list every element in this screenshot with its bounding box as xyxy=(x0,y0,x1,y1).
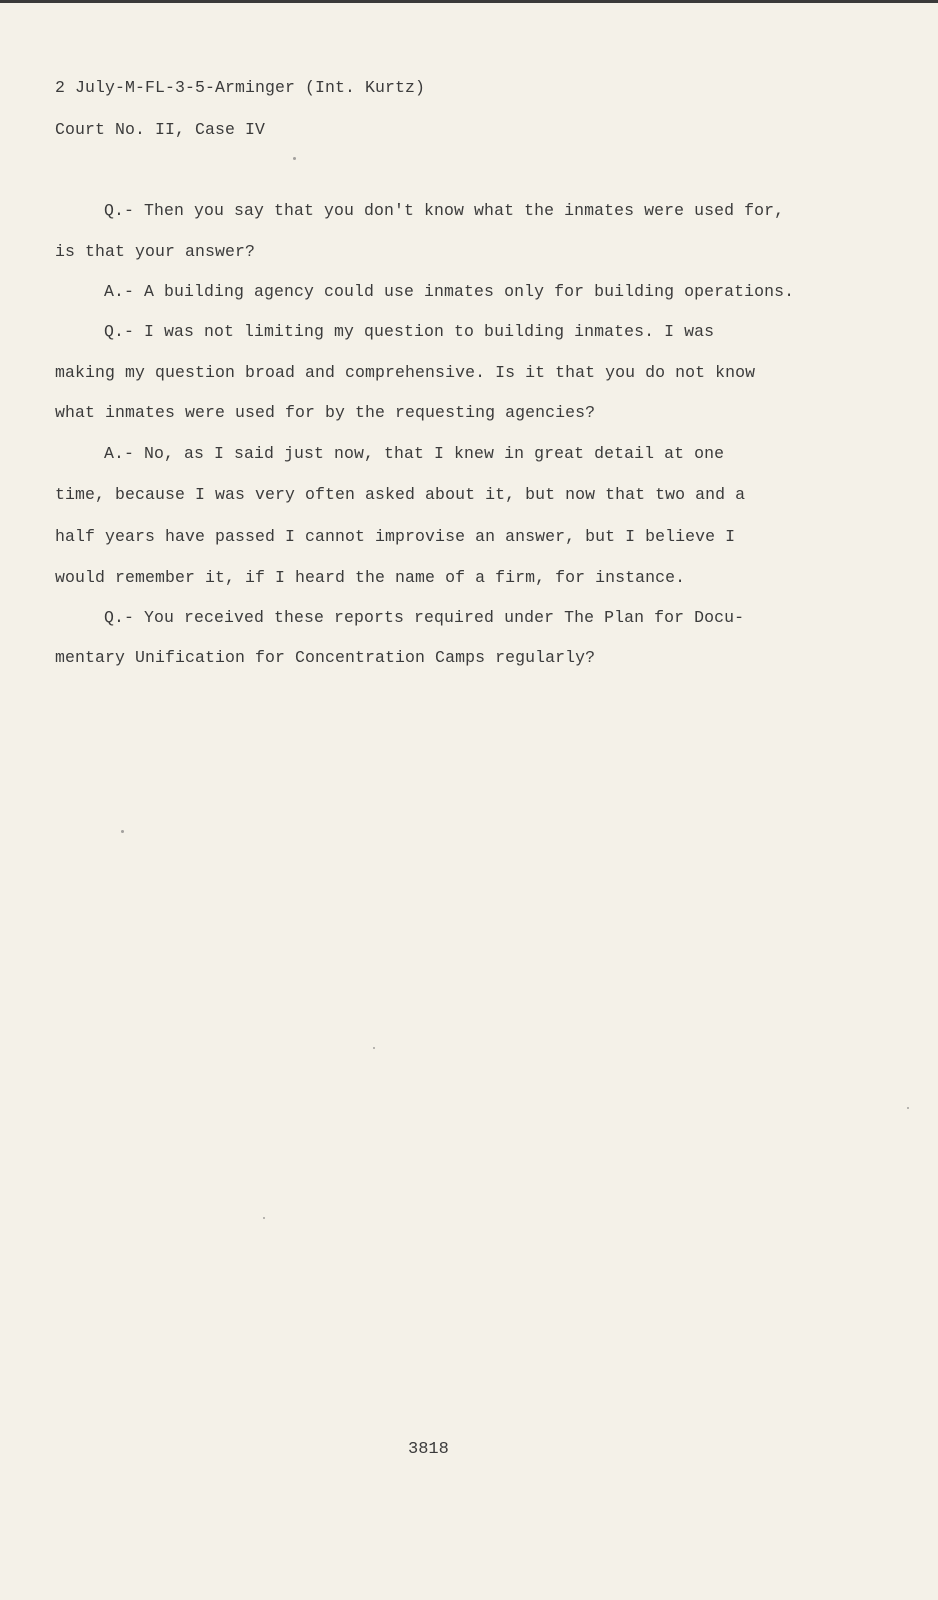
paper-speck xyxy=(907,1107,909,1109)
body-line-6: what inmates were used for by the requesting agencies? xyxy=(55,403,596,422)
paper-speck xyxy=(293,157,296,160)
body-line-12: mentary Unification for Concentration Camps regularly? xyxy=(55,648,596,667)
header-court-line: Court No. II, Case IV xyxy=(55,120,266,139)
header-session-line: 2 July-M-FL-3-5-Arminger (Int. Kurtz) xyxy=(55,78,426,97)
paper-speck xyxy=(373,1047,375,1049)
body-line-11: Q.- You received these reports required under The Plan for Docu- xyxy=(104,608,745,627)
body-line-5: making my question broad and comprehensive. Is it that you do not know xyxy=(55,363,756,382)
body-line-7: A.- No, as I said just now, that I knew in great detail at one xyxy=(104,444,725,463)
body-line-8: time, because I was very often asked about it, but now that two and a xyxy=(55,485,746,504)
body-line-3: A.- A building agency could use inmates only for building operations. xyxy=(104,282,795,301)
body-line-2: is that your answer? xyxy=(55,242,256,261)
body-line-1: Q.- Then you say that you don't know what the inmates were used for, xyxy=(104,201,785,220)
body-line-10: would remember it, if I heard the name of a firm, for instance. xyxy=(55,568,686,587)
body-line-9: half years have passed I cannot improvise an answer, but I believe I xyxy=(55,527,736,546)
page-number: 3818 xyxy=(408,1440,449,1459)
paper-speck xyxy=(263,1217,265,1219)
paper-speck xyxy=(121,830,124,833)
body-line-4: Q.- I was not limiting my question to building inmates. I was xyxy=(104,322,715,341)
